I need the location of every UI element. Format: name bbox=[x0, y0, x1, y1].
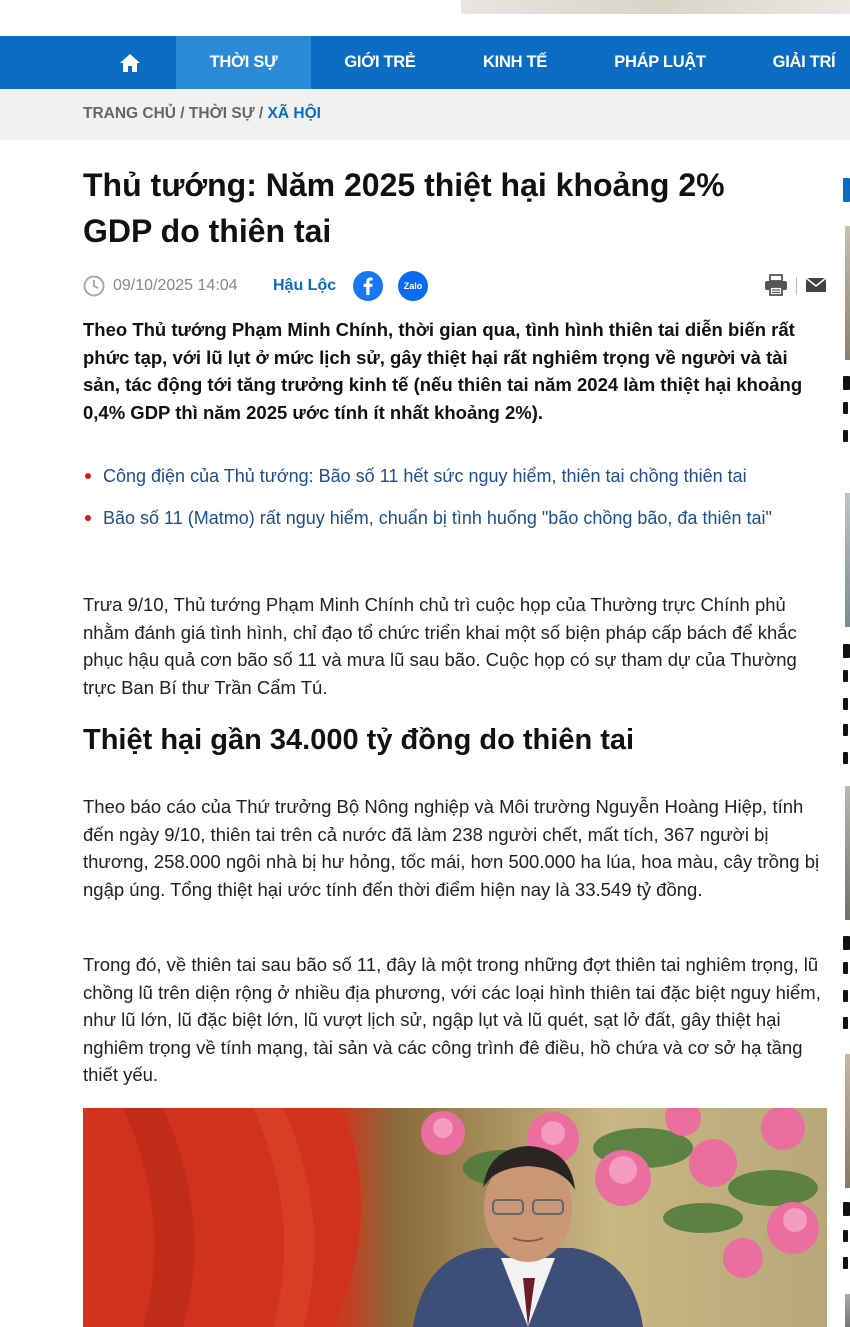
article-paragraph: Trong đó, về thiên tai sau bão số 11, đây là một trong những đợt thiên tai nghiêm trọng, lũ chồng lũ trên diện rộng ở nhiều địa phương, với các loại hình thiên tai đặc biệt nguy hiểm, như lũ lớn, lũ đặc biệt lớn, lũ vượt lịch sử, ngập lụt và lũ quét, sạt lở đất, gây thiệt hại nghiêm trọng về tính mạng, tài sản và các công trình đê điều, hồ chứa và cơ sở hạ tầng thiết yếu. bbox=[83, 954, 821, 1085]
related-link-text[interactable]: Bão số 11 (Matmo) rất nguy hiểm, chuẩn bị tình huống "bão chồng bão, đa thiên tai" bbox=[103, 508, 772, 528]
meta-divider bbox=[796, 277, 797, 295]
article-meta bbox=[83, 270, 833, 302]
clock-icon bbox=[83, 275, 105, 297]
sidebar-text-fragment bbox=[843, 430, 848, 442]
related-links bbox=[83, 462, 828, 546]
nav-item-phap-luat[interactable]: PHÁP LUẬT bbox=[614, 53, 706, 71]
section-heading: Thiệt hại gần 34.000 tỷ đồng do thiên tai bbox=[83, 724, 635, 756]
article-sapo: Theo Thủ tướng Phạm Minh Chính, thời gian qua, tình hình thiên tai diễn biến rất phức tạp, với lũ lụt ở mức lịch sử, gây thiệt hại rất nghiêm trọng về người và tài sản, tác động tới tăng trưởng kinh tế (nếu thiên tai năm 2024 làm thiệt hại khoảng 0,4% GDP thì năm 2025 ước tính ít nhất khoảng 2%). bbox=[83, 319, 803, 423]
bullet-icon bbox=[85, 515, 91, 521]
facebook-icon bbox=[353, 271, 383, 301]
nav-item-kinh-te[interactable]: KINH TẾ bbox=[483, 53, 547, 71]
breadcrumb-separator: / bbox=[254, 105, 268, 122]
bullet-icon bbox=[85, 473, 91, 479]
mail-icon[interactable] bbox=[805, 276, 827, 294]
article-photo[interactable] bbox=[83, 1108, 827, 1327]
article-title: Thủ tướng: Năm 2025 thiệt hại khoảng 2% GDP do thiên tai bbox=[83, 167, 725, 249]
sidebar-text-fragment bbox=[843, 1230, 848, 1242]
sidebar-text-fragment bbox=[843, 752, 848, 764]
sidebar-text-fragment bbox=[843, 376, 850, 390]
author-link[interactable]: Hậu Lộc bbox=[273, 277, 337, 294]
sidebar-text-fragment bbox=[843, 936, 850, 950]
zalo-icon: Zalo bbox=[403, 281, 423, 291]
related-link[interactable] bbox=[83, 504, 828, 532]
sidebar-heading-fragment bbox=[843, 178, 850, 202]
home-icon bbox=[119, 53, 141, 73]
sidebar-text-fragment bbox=[843, 1017, 848, 1029]
sidebar-text-fragment bbox=[843, 698, 848, 710]
sidebar-thumbnail[interactable] bbox=[845, 1054, 850, 1188]
breadcrumb-current[interactable]: XÃ HỘI bbox=[267, 105, 321, 122]
related-link-text[interactable]: Công điện của Thủ tướng: Bão số 11 hết sức nguy hiểm, thiên tai chồng thiên tai bbox=[103, 466, 747, 486]
nav-home[interactable] bbox=[108, 36, 152, 89]
sidebar-text-fragment bbox=[843, 1257, 848, 1269]
zalo-share-button[interactable] bbox=[398, 271, 428, 301]
publish-datetime: 09/10/2025 14:04 bbox=[113, 277, 238, 294]
sidebar-text-fragment bbox=[843, 990, 848, 1002]
sidebar-thumbnail[interactable] bbox=[845, 226, 850, 360]
main-nav bbox=[0, 36, 850, 89]
article-paragraph: Trưa 9/10, Thủ tướng Phạm Minh Chính chủ trì cuộc họp của Thường trực Chính phủ nhằm đánh giá tình hình, chỉ đạo tổ chức triển khai một số biện pháp cấp bách để khắc phục hậu quả cơn bão số 11 và mưa lũ sau bão. Cuộc họp có sự tham dự của Thường trực Ban Bí thư Trần Cẩm Tú. bbox=[83, 594, 797, 698]
sidebar-thumbnail[interactable] bbox=[845, 493, 850, 627]
nav-item-giai-tri[interactable]: GIẢI TRÍ bbox=[772, 53, 836, 71]
facebook-share-button[interactable] bbox=[353, 271, 383, 301]
sidebar-text-fragment bbox=[843, 670, 848, 682]
breadcrumb-section[interactable]: THỜI SỰ bbox=[188, 105, 255, 122]
sidebar-text-fragment bbox=[843, 962, 848, 974]
sidebar-thumbnail[interactable] bbox=[845, 786, 850, 920]
sidebar-text-fragment bbox=[843, 402, 848, 414]
sidebar-text-fragment bbox=[843, 1202, 850, 1216]
sidebar-edge bbox=[843, 0, 850, 1327]
article-photo-image bbox=[83, 1108, 827, 1327]
nav-item-gioi-tre[interactable]: GIỚI TRẺ bbox=[344, 53, 416, 71]
sidebar-text-fragment bbox=[843, 644, 850, 658]
related-link[interactable] bbox=[83, 462, 828, 490]
article-paragraph: Theo báo cáo của Thứ trưởng Bộ Nông nghiệp và Môi trường Nguyễn Hoàng Hiệp, tính đến ngày 9/10, thiên tai trên cả nước đã làm 238 người chết, mất tích, 367 người bị thương, 258.000 ngôi nhà bị hư hỏng, tốc mái, hơn 500.000 ha lúa, hoa màu, cây trồng bị ngập úng. Tổng thiệt hại ước tính đến thời điểm hiện nay là 33.549 tỷ đồng. bbox=[83, 796, 820, 900]
breadcrumb-home[interactable]: TRANG CHỦ bbox=[83, 105, 176, 122]
top-ad-strip bbox=[0, 0, 850, 36]
breadcrumb bbox=[0, 89, 850, 140]
nav-item-thoi-su[interactable]: THỜI SỰ bbox=[176, 36, 311, 89]
print-icon[interactable] bbox=[764, 274, 788, 296]
sidebar-text-fragment bbox=[843, 724, 848, 736]
sidebar-thumbnail[interactable] bbox=[845, 1294, 850, 1327]
breadcrumb-separator: / bbox=[176, 105, 189, 122]
top-banner-image[interactable] bbox=[461, 0, 850, 14]
